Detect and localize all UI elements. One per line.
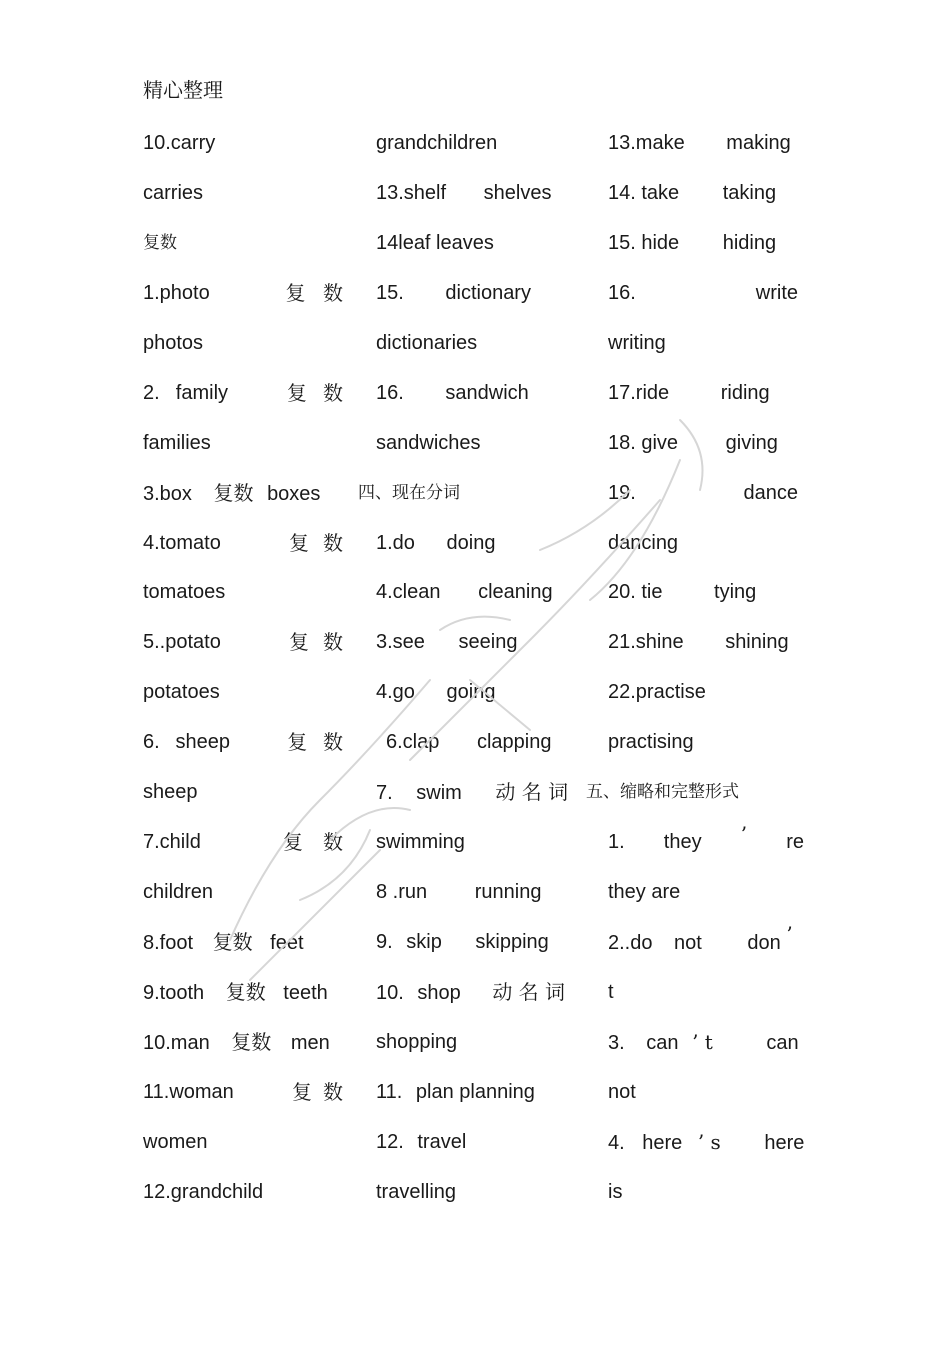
- list-item: [608, 1179, 808, 1229]
- entry-text: grandchildren: [376, 132, 498, 154]
- list-item: [608, 380, 808, 430]
- entry-word: write: [755, 281, 798, 304]
- list-item: [143, 1129, 343, 1179]
- entry-word: 6.clap: [386, 731, 440, 754]
- entry-text: sheep: [143, 781, 198, 804]
- entry-number: 16.: [376, 381, 404, 404]
- list-item: [376, 829, 576, 879]
- entry-number: 1.: [608, 831, 625, 854]
- entry-word: re: [786, 831, 804, 854]
- entry-word: 13.make: [608, 132, 685, 154]
- entry-word: they: [663, 831, 702, 854]
- list-item: [608, 579, 808, 629]
- entry-text: sandwiches: [376, 431, 481, 454]
- column-2: [358, 130, 576, 1229]
- entry-label: 复: [283, 830, 303, 855]
- entry-word: 3.box: [143, 482, 192, 505]
- entry-word: skipping: [475, 931, 549, 953]
- entry-number: 15.: [376, 281, 404, 304]
- entry-number: 19.: [608, 481, 636, 504]
- list-item: [376, 130, 576, 180]
- list-item: [608, 922, 808, 979]
- list-item: [376, 779, 576, 829]
- entry-text: 五、缩略和完整形式: [586, 782, 739, 803]
- list-item: [143, 430, 343, 480]
- entry-word: 1.do: [376, 531, 415, 554]
- entry-word: 3.see: [376, 631, 425, 654]
- entry-number: 7.: [376, 782, 393, 805]
- entry-number: 4.: [608, 1131, 625, 1154]
- entry-text: 22.practise: [608, 681, 706, 704]
- entry-word: shelves: [483, 181, 552, 204]
- list-item: [608, 480, 798, 530]
- list-item: [143, 579, 343, 629]
- entry-number: 9.: [376, 931, 393, 953]
- entry-word: cleaning: [478, 581, 553, 604]
- list-item: [376, 280, 576, 330]
- list-item: [608, 822, 804, 879]
- list-item: [376, 879, 576, 929]
- list-item: [376, 1079, 576, 1129]
- entry-label: 数: [323, 830, 343, 855]
- list-item: [376, 230, 576, 280]
- entry-word: 7.child: [143, 831, 201, 854]
- entry-label: 复数: [212, 930, 253, 954]
- list-item: [376, 330, 576, 380]
- list-item: [143, 480, 343, 530]
- entry-word: 5..potato: [143, 631, 221, 654]
- list-item: [376, 180, 576, 230]
- entry-mark: ’ s: [697, 1129, 721, 1154]
- list-item: [143, 879, 343, 929]
- entry-mark: ’ t: [692, 1029, 713, 1054]
- list-item: [376, 530, 576, 580]
- entry-text: tomatoes: [143, 581, 226, 604]
- list-item: [608, 879, 808, 929]
- entry-number: 6.: [143, 731, 160, 754]
- list-item: [608, 130, 808, 180]
- list-item: [608, 530, 808, 580]
- entry-text: dancing: [608, 531, 679, 554]
- entry-text: potatoes: [143, 681, 220, 704]
- list-item: [143, 380, 343, 430]
- entry-word: here: [642, 1131, 683, 1154]
- entry-text: families: [143, 431, 211, 454]
- list-item: [608, 1129, 808, 1179]
- entry-word: sandwich: [445, 381, 529, 404]
- entry-mark: ’: [740, 822, 748, 847]
- entry-word: shop: [417, 981, 461, 1004]
- entry-word: men: [290, 1031, 330, 1054]
- list-item: [376, 979, 576, 1029]
- entry-word: 2..do: [608, 932, 653, 954]
- entry-label: 复: [289, 530, 309, 555]
- list-item: [386, 729, 576, 779]
- entry-text: 四、现在分词: [358, 482, 460, 503]
- list-item: [608, 180, 808, 230]
- list-item: [376, 1179, 576, 1229]
- list-item: [376, 679, 576, 729]
- entry-text: carries: [143, 181, 204, 204]
- entry-label: 复: [289, 630, 309, 655]
- entry-number: 2.: [143, 381, 160, 404]
- entry-text: travelling: [376, 1180, 457, 1203]
- entry-word: 4.go: [376, 681, 415, 704]
- list-item: [376, 1029, 576, 1079]
- entry-label: 数: [323, 280, 343, 305]
- entry-word: doing: [446, 531, 496, 554]
- entry-word: 18. give: [608, 431, 679, 454]
- entry-label: 动 名 词: [492, 979, 566, 1004]
- entry-number: 11.: [376, 1080, 403, 1103]
- entry-number: 10.: [376, 981, 404, 1004]
- list-item: [143, 629, 343, 679]
- list-item: [608, 1079, 808, 1129]
- entry-label: 数: [322, 730, 343, 755]
- entry-mark: ’: [786, 922, 793, 946]
- section-heading-present-participle: [358, 480, 576, 530]
- entry-word: 4.tomato: [143, 531, 221, 554]
- entry-word: not: [674, 932, 702, 954]
- entry-text: 复数: [143, 232, 177, 253]
- entry-word: 13.shelf: [376, 181, 447, 204]
- entry-label: 复: [286, 380, 307, 405]
- entry-word: can: [646, 1031, 679, 1054]
- entry-word: 14. take: [608, 181, 680, 204]
- entry-word: can: [766, 1031, 799, 1054]
- page-header: 精心整理: [143, 78, 223, 102]
- entry-label: 复数: [225, 979, 266, 1004]
- list-item: [143, 130, 343, 180]
- entry-word: dance: [743, 481, 798, 504]
- entry-label: 复: [287, 730, 308, 755]
- list-item: [143, 180, 343, 230]
- entry-label: 复: [285, 280, 306, 305]
- entry-word: travel: [417, 1130, 467, 1153]
- entry-word: seeing: [458, 631, 518, 654]
- entry-word: skip: [406, 931, 442, 953]
- column-3: [586, 130, 808, 1229]
- entry-word: 15. hide: [608, 231, 680, 254]
- entry-text: shopping: [376, 1030, 458, 1053]
- entry-text: swimming: [376, 831, 465, 854]
- entry-word: 20. tie: [608, 581, 663, 604]
- entry-text: not: [608, 1080, 636, 1103]
- entry-text: writing: [608, 331, 666, 354]
- entry-label: 数: [322, 380, 343, 405]
- entry-label: 数: [323, 630, 343, 655]
- entry-number: 3.: [608, 1031, 625, 1054]
- list-item: [143, 729, 343, 779]
- entry-word: 8.foot: [143, 932, 194, 954]
- entry-label: 复: [292, 1079, 312, 1104]
- list-item: [608, 629, 808, 679]
- entry-word: 17.ride: [608, 381, 670, 404]
- list-item: [143, 1079, 343, 1129]
- entry-word: 10.man: [143, 1031, 210, 1054]
- entry-text: children: [143, 881, 214, 904]
- entry-label: 动 名 词: [495, 780, 569, 805]
- entry-word: 21.shine: [608, 631, 684, 654]
- list-item: [608, 679, 808, 729]
- entry-number: 12.: [376, 1130, 404, 1153]
- entry-text: t: [608, 980, 614, 1003]
- entry-word: clapping: [476, 731, 552, 754]
- entry-label: 数: [323, 530, 343, 555]
- entry-word: teeth: [283, 981, 328, 1004]
- list-item: [376, 430, 576, 480]
- list-item: [143, 530, 343, 580]
- entry-word: boxes: [267, 482, 321, 505]
- entry-word: 9.tooth: [143, 981, 205, 1004]
- entry-word: taking: [722, 181, 777, 204]
- entry-word: 8 .run: [376, 881, 428, 904]
- entry-word: making: [726, 132, 791, 154]
- list-item: [143, 829, 343, 879]
- entry-word: running: [474, 881, 542, 904]
- entry-word: tying: [714, 581, 757, 604]
- entry-word: plan planning: [415, 1080, 535, 1103]
- list-item: [143, 330, 343, 380]
- entry-word: 11.woman: [143, 1080, 234, 1103]
- list-item: [608, 979, 808, 1029]
- list-item: [608, 330, 808, 380]
- entry-text: practising: [608, 731, 694, 754]
- entry-text: dictionaries: [376, 331, 478, 354]
- entry-word: shining: [725, 631, 789, 654]
- list-item: [143, 929, 343, 979]
- column-1: [143, 130, 343, 1229]
- entry-word: family: [175, 381, 229, 404]
- entry-text: 14leaf leaves: [376, 231, 494, 254]
- entry-label: 复数: [213, 480, 254, 505]
- list-item: [143, 679, 343, 729]
- entry-text: they are: [608, 881, 681, 904]
- entry-word: feet: [270, 932, 304, 954]
- list-item: [376, 1129, 576, 1179]
- entry-label: 复数: [231, 1029, 272, 1054]
- entry-word: hiding: [722, 231, 777, 254]
- list-item: [608, 729, 808, 779]
- list-item: [608, 430, 808, 480]
- section-heading-contractions: [586, 779, 808, 829]
- list-item: [376, 629, 576, 679]
- entry-text: women: [143, 1130, 208, 1153]
- list-item: [608, 230, 808, 280]
- entry-word: dictionary: [445, 281, 531, 304]
- entry-word: 1.photo: [143, 281, 210, 304]
- entry-word: sheep: [175, 731, 230, 754]
- entry-text: photos: [143, 331, 204, 354]
- entry-word: 4.clean: [376, 581, 441, 604]
- entry-word: going: [446, 681, 496, 704]
- list-item: [376, 380, 576, 430]
- entry-word: swim: [416, 782, 462, 805]
- list-item: [608, 280, 798, 330]
- list-item: [143, 280, 343, 330]
- entry-word: riding: [720, 381, 770, 404]
- entry-label: 数: [323, 1079, 343, 1104]
- list-item: [143, 1029, 343, 1079]
- list-item: [376, 929, 576, 979]
- section-heading-plural: [143, 230, 343, 280]
- list-item: [376, 579, 576, 629]
- list-item: [608, 1029, 808, 1079]
- list-item: [143, 779, 343, 829]
- list-item: [143, 1179, 343, 1229]
- entry-word: here: [764, 1131, 805, 1154]
- list-item: [143, 979, 343, 1029]
- entry-number: 16.: [608, 281, 636, 304]
- entry-text: 12.grandchild: [143, 1180, 264, 1203]
- entry-word: don: [747, 932, 781, 954]
- entry-word: giving: [725, 431, 778, 454]
- entry-text: 10.carry: [143, 132, 216, 154]
- entry-text: is: [608, 1180, 623, 1203]
